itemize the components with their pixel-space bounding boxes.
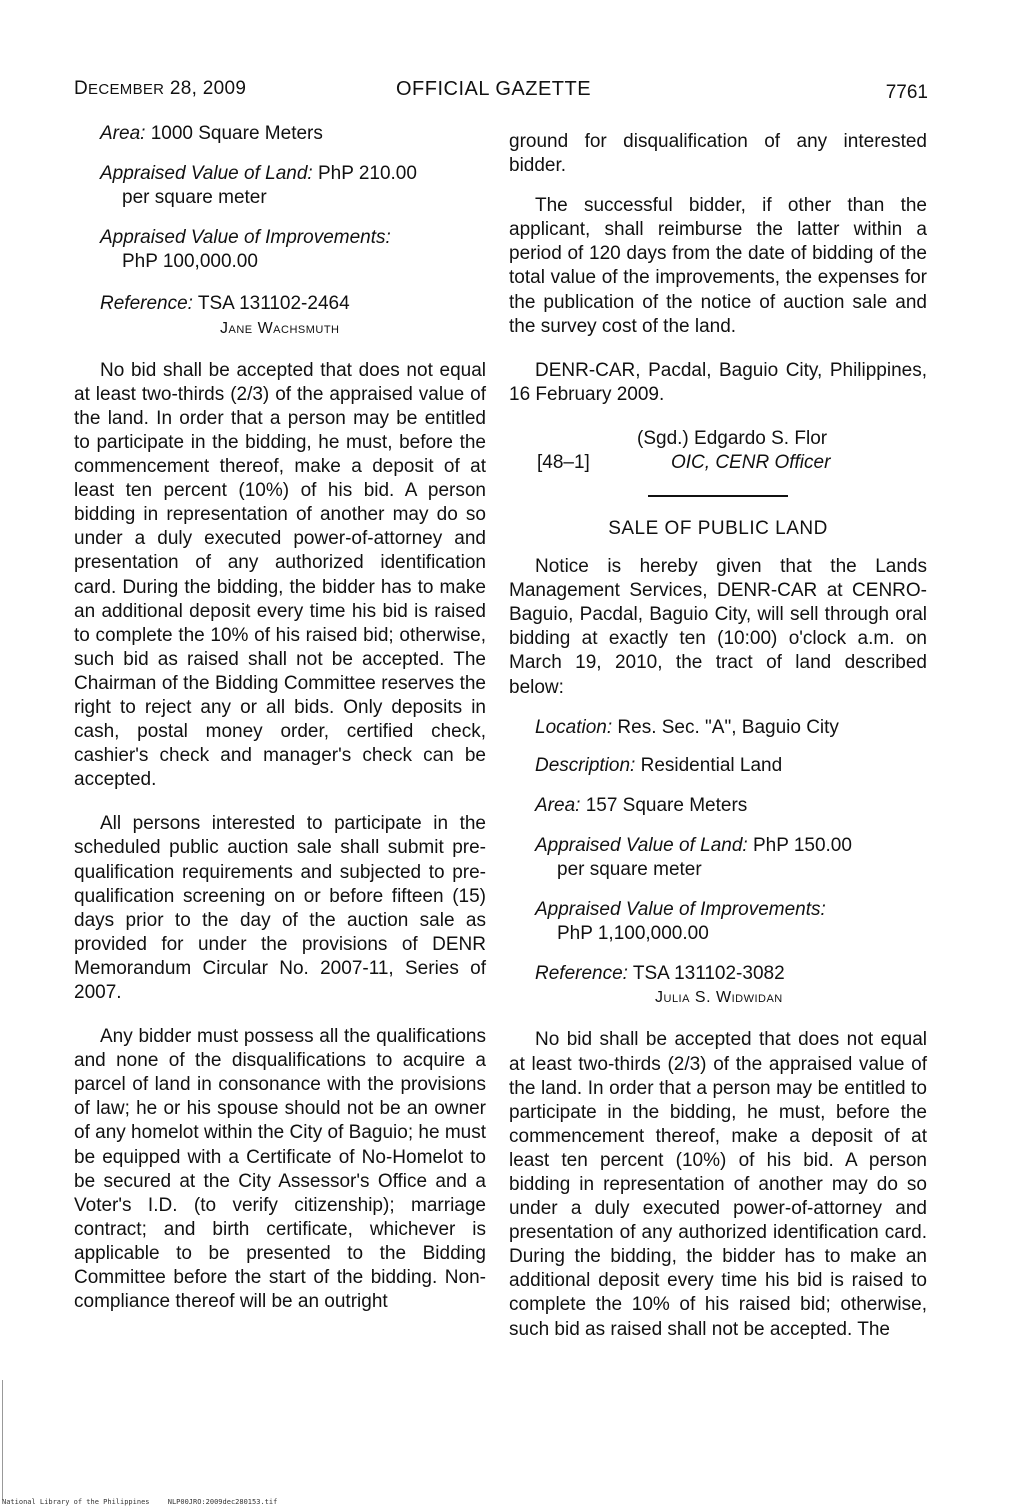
sale-notice-paragraph: Notice is hereby given that the Lands Management Services, DENR-CAR at CENRO-Baguio, Pacdal, Baguio City, will sell through oral bidding at exactly ten (10:00) o'clock a.m. on March 19, 2010, the tract of land described below:: [509, 556, 927, 698]
bid-rules-paragraph-right: No bid shall be accepted that does not equal at least two-thirds (2/3) of the appraised value of the land. In order that a person may be entitled to participate in the bidding, he must, before the commencement thereof, make a deposit of at least ten percent (10%) of his bid. A person bidding in representation of another may do so under a duly executed power-of-attorney and presentation of any authorized identification card. During the bidding, the bidder has to make an additional deposit every time his bid is raised to complete the 10% of his raised bid; otherwise, such bid as raised shall not be accepted. The: [509, 1029, 927, 1340]
footer-file: NLP00JRO:2009dec280153.tif: [167, 1498, 278, 1506]
reference-name-right: Julia S. Widwidan: [655, 989, 783, 1007]
page-number: 7761: [885, 82, 928, 103]
scan-footer: [2, 1498, 291, 1506]
signatory-name: (Sgd.) Edgardo S. Flor: [637, 427, 828, 449]
publication-title: OFFICIAL GAZETTE: [396, 78, 592, 100]
description-field: Description: Residential Land: [535, 754, 783, 776]
improvements-field-right: Appraised Value of Improvements: PhP 1,100,000.00: [535, 899, 826, 945]
qualifications-paragraph: Any bidder must possess all the qualifications and none of the disqualifications to acquire a parcel of land in consonance with the provisions of law; he or his spouse should not be an owner of any homelot within the City of Baguio; he must be equipped with a Certificate of No-Homelot to be secured at the City Assessor's Office and a Voter's I.D. (to verify citizenship); marriage contract; and birth certificate, whichever is applicable to be presented to the Bidding Committee before the start of the bidding. Non-compliance thereof will be an outright: [74, 1026, 486, 1313]
area-field-right: Area: 157 Square Meters: [535, 794, 748, 816]
reference-field-right: Reference: TSA 131102-3082 Julia S. Widwidan: [509, 962, 927, 1010]
signatory-title: OIC, CENR Officer: [671, 451, 831, 473]
left-column: [74, 122, 486, 1314]
reference-field: Reference: TSA 131102-2464 Jane Wachsmuth: [74, 292, 486, 340]
prequalification-paragraph: All persons interested to participate in the scheduled public auction sale shall submit pre-qualification requirements and subjected to pre-qualification screening on or before fifteen (15) days prior to the day of the auction sale as provided for under the provisions of DENR Memorandum Circular No. 2007-11, Series of 2007.: [74, 813, 486, 1003]
reference-name: Jane Wachsmuth: [220, 319, 340, 337]
land-value-field: Appraised Value of Land: PhP 210.00 per square meter: [100, 163, 417, 209]
land-value-field-right: Appraised Value of Land: PhP 150.00 per square meter: [535, 834, 852, 880]
footer-library: National Library of the Philippines: [2, 1498, 150, 1506]
location-field: Location: Res. Sec. "A", Baguio City: [535, 716, 839, 738]
improvements-field: Appraised Value of Improvements: PhP 100,000.00: [100, 227, 391, 273]
section-title: SALE OF PUBLIC LAND: [608, 517, 828, 539]
place-date: DENR-CAR, Pacdal, Baguio City, Philippines, 16 February 2009.: [509, 359, 927, 405]
reimbursement-paragraph: The successful bidder, if other than the applicant, shall reimburse the latter within a period of 120 days from the date of bidding of the total value of the improvements, the expenses for the publication of the notice of auction sale and the survey cost of the land.: [509, 195, 927, 337]
issue-date: DECEMBER 28, 2009: [74, 78, 247, 99]
notice-code: [48–1]: [537, 451, 590, 473]
signature-block: [509, 427, 927, 479]
area-field: Area: 1000 Square Meters: [100, 123, 323, 144]
section-divider: [648, 495, 788, 497]
page-header: [74, 78, 928, 108]
right-column: [509, 130, 927, 1342]
bid-rules-paragraph: No bid shall be accepted that does not equal at least two-thirds (2/3) of the appraised value of the land. In order that a person may be entitled to participate in the bidding, he must, before the commencement thereof, make a deposit of at least ten percent (10%) of his bid. A person bidding in representation of another may do so under a duly executed power-of-attorney and presentation of any authorized identification card. During the bidding, the bidder has to make an additional deposit every time his bid is raised to complete the 10% of his raised bid; otherwise, such bid as raised shall not be accepted. The Chairman of the Bidding Committee reserves the right to reject any or all bids. Only deposits in cash, postal money order, certified check, cashier's check and manager's check can be accepted.: [74, 359, 486, 791]
continued-paragraph: ground for disqualification of any interested bidder.: [509, 131, 927, 177]
scan-edge-line: [2, 1380, 3, 1500]
